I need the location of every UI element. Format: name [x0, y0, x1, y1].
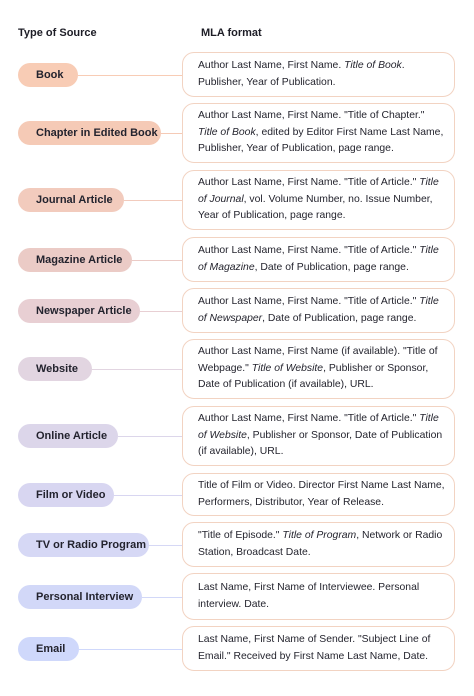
italic-title-segment: Title of Magazine [198, 245, 439, 273]
italic-title-segment: Title of Journal [198, 177, 439, 205]
source-type-pill [18, 357, 92, 381]
text-segment: Author Last Name, First Name. "Title of Article." [198, 177, 420, 189]
italic-title-segment: Title of Newspaper [198, 296, 439, 324]
text-segment: Last Name, First Name of Sender. "Subject Line of Email." Received by First Name Last Name, Date. [198, 634, 431, 662]
text-segment: , Date of Publication, page range. [254, 261, 409, 273]
source-type-pill [18, 299, 140, 323]
source-type-label: Website [36, 363, 78, 375]
mla-format-text [198, 528, 446, 561]
mla-format-text [198, 632, 446, 665]
mla-format-card [182, 288, 455, 333]
source-type-label: Email [36, 642, 66, 655]
mla-format-card [182, 626, 455, 671]
mla-format-card [182, 573, 455, 620]
connector-line [140, 311, 182, 312]
mla-format-text [198, 411, 446, 461]
text-segment: , Date of Publication, page range. [262, 312, 417, 324]
text-segment: . Publisher, Year of Publication. [198, 60, 405, 88]
text-segment: Author Last Name, First Name. "Title of Article." [198, 245, 420, 256]
text-segment: Author Last Name, First Name (if available). "Title of Webpage." [198, 346, 438, 374]
mla-format-text [198, 175, 446, 225]
connector-line [124, 200, 182, 201]
text-segment: , Publisher or Sponsor, Date of Publication (if available), URL. [198, 429, 443, 458]
text-segment: Author Last Name, First Name. "Title of Chapter." [198, 110, 425, 122]
source-type-label: Film or Video [36, 488, 106, 501]
connector-line [78, 75, 182, 76]
italic-title-segment: Title of Book [198, 126, 256, 138]
connector-line [149, 545, 182, 546]
source-type-label: Newspaper Article [36, 304, 132, 317]
source-type-pill [18, 63, 78, 87]
mla-format-card [182, 522, 455, 567]
source-type-label: Journal Article [36, 194, 113, 206]
mla-format-card [182, 170, 455, 230]
connector-line [118, 436, 182, 437]
connector-line [132, 260, 182, 261]
mla-format-text [198, 294, 446, 327]
connector-line [114, 495, 182, 496]
italic-title-segment: Title of Website [251, 362, 324, 374]
source-type-pill [18, 248, 132, 272]
source-type-pill [18, 637, 79, 661]
text-segment: Author Last Name, First Name. [198, 60, 345, 71]
italic-title-segment: Title of Website [198, 413, 439, 441]
mla-format-card [182, 473, 455, 516]
text-segment: "Title of Episode." [198, 530, 283, 541]
connector-line [92, 369, 182, 370]
source-type-label: Chapter in Edited Book [36, 127, 158, 139]
header-mla-format: MLA format [201, 27, 262, 39]
mla-format-text [198, 108, 446, 158]
source-type-pill [18, 483, 114, 507]
connector-line [142, 597, 182, 598]
mla-format-card [182, 52, 455, 97]
mla-format-text [198, 580, 446, 613]
mla-format-text [198, 58, 446, 91]
text-segment: Last Name, First Name of Interviewee. Personal interview. Date. [198, 582, 420, 610]
mla-format-text [198, 243, 446, 276]
italic-title-segment: Title of Book [344, 60, 402, 71]
mla-format-text [198, 344, 446, 394]
connector-line [79, 649, 182, 650]
text-segment: , vol. Volume Number, no. Issue Number, Year of Publication, page range. [198, 193, 433, 222]
header-type-of-source: Type of Source [18, 27, 97, 39]
source-type-pill [18, 533, 149, 557]
mla-format-card [182, 103, 455, 163]
text-segment: Author Last Name, First Name. "Title of Article." [198, 413, 420, 425]
text-segment: , Network or Radio Station, Broadcast Date. [198, 530, 443, 558]
mla-format-card [182, 237, 455, 282]
source-type-label: Magazine Article [36, 253, 123, 266]
italic-title-segment: Title of Program [282, 530, 357, 541]
text-segment: Author Last Name, First Name. "Title of Article." [198, 296, 420, 307]
mla-format-text [198, 478, 446, 511]
text-segment: , edited by Editor First Name Last Name, Publisher, Year of Publication, page range. [198, 126, 444, 155]
source-type-pill [18, 188, 124, 212]
text-segment: , Publisher or Sponsor, Date of Publication (if available), URL. [198, 362, 429, 391]
text-segment: Title of Film or Video. Director First Name Last Name, Performers, Distributor, Year of Release. [198, 480, 445, 508]
source-type-pill [18, 424, 118, 448]
source-type-label: Online Article [36, 430, 108, 442]
source-type-pill [18, 121, 161, 145]
mla-format-card [182, 406, 455, 466]
connector-line [161, 133, 182, 134]
source-type-label: TV or Radio Program [36, 538, 147, 551]
source-type-label: Book [36, 68, 64, 81]
source-type-pill [18, 585, 142, 609]
source-type-label: Personal Interview [36, 590, 134, 603]
mla-format-card [182, 339, 455, 399]
